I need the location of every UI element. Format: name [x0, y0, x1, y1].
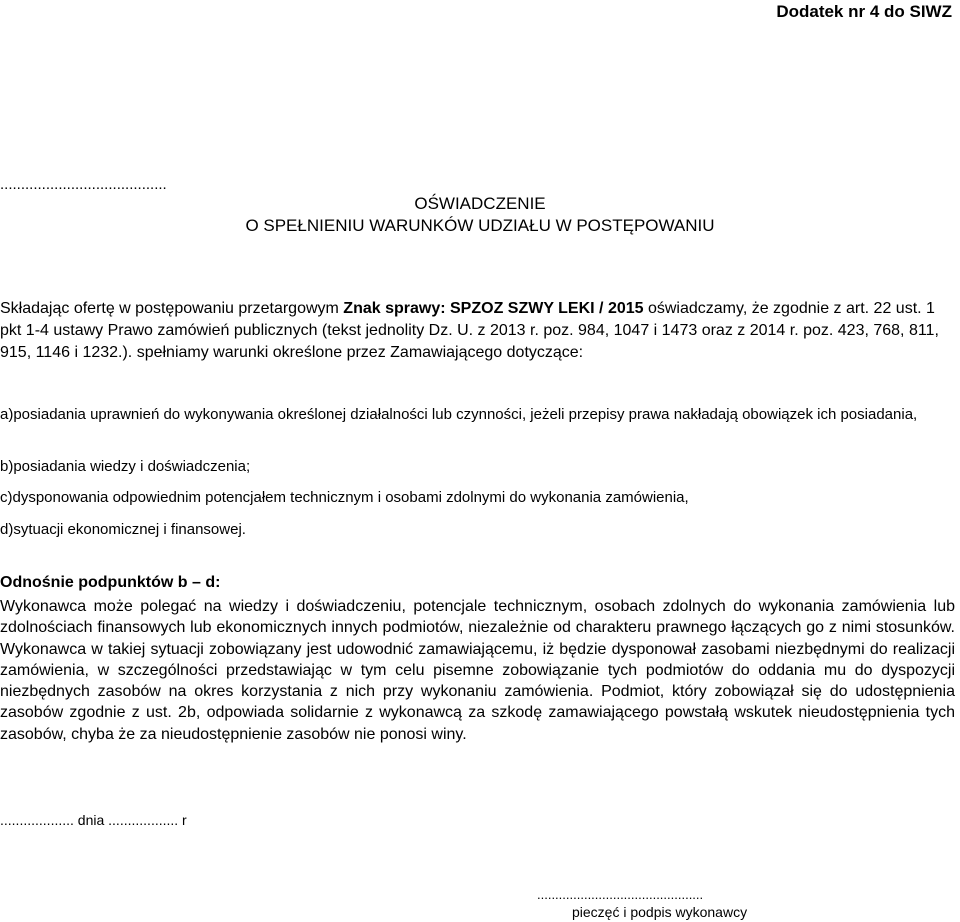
case-reference: Znak sprawy: SPZOZ SZWY LEKI / 2015	[343, 300, 644, 317]
document-title: OŚWIADCZENIE	[414, 194, 546, 213]
date-line: ................... dnia .................. r	[0, 812, 187, 828]
condition-item-b: b)posiadania wiedzy i doświadczenia;	[0, 458, 251, 475]
document-subtitle: O SPEŁNIENIU WARUNKÓW UDZIAŁU W POSTĘPOWANIU	[245, 216, 715, 235]
subsection-body: Wykonawca może polegać na wiedzy i doświadczeniu, potencjale technicznym, osobach zdolnych do wykonania zamówienia lub zdolnościach finansowych lub ekonomicznych innych podmiotów, niezależnie od charakteru prawnego łączących go z nimi stosunków. Wykonawca w takiej sytuacji zobowiązany jest udowodnić zamawiającemu, iż będzie dysponował zasobami niezbędnymi do realizacji zamówienia, w szczególności przedstawiając w tym celu pisemne zobowiązanie tych podmiotów do oddania mu do dyspozycji niezbędnych zasobów na okres korzystania z nich przy wykonaniu zamówienia. Podmiot, który zobowiązał się do udostępnienia zasobów zgodnie z ust. 2b, odpowiada solidarnie z wykonawcą za szkodę zamawiającego powstałą wskutek nieudostępnienia tych zasobów, chyba że za nieudostępnienie zasobów nie ponosi winy.	[0, 598, 955, 743]
signature-label: pieczęć i podpis wykonawcy	[572, 904, 748, 920]
condition-item-c: c)dysponowania odpowiednim potencjałem technicznym i osobami zdolnymi do wykonania zamówienia,	[0, 489, 689, 506]
document-header: Dodatek nr 4 do SIWZ	[776, 2, 952, 21]
condition-item-d: d)sytuacji ekonomicznej i finansowej.	[0, 521, 246, 538]
subsection-heading: Odnośnie podpunktów b – d:	[0, 574, 221, 591]
place-placeholder-dots: ........................................	[0, 176, 167, 193]
signature-dots: ..............................................	[537, 887, 704, 902]
condition-item-a: a)posiadania uprawnień do wykonywania określonej działalności lub czynności, jeżeli przepisy prawa nakładają obowiązek ich posiadania,	[0, 406, 918, 423]
intro-text-start: Składając ofertę w postępowaniu przetargowym	[0, 300, 344, 317]
intro-paragraph	[0, 298, 956, 364]
intro-text-end: oświadczamy, że zgodnie z art. 22 ust. 1 pkt 1-4 ustawy Prawo zamówień publicznych (tekst jednolity Dz. U. z 2013 r. poz. 984, 1047 i 1473 oraz z 2014 r. poz. 423, 768, 811, 915, 1146 i 1232.). spełniamy warunki określone przez Zamawiającego dotyczące:	[0, 300, 939, 361]
